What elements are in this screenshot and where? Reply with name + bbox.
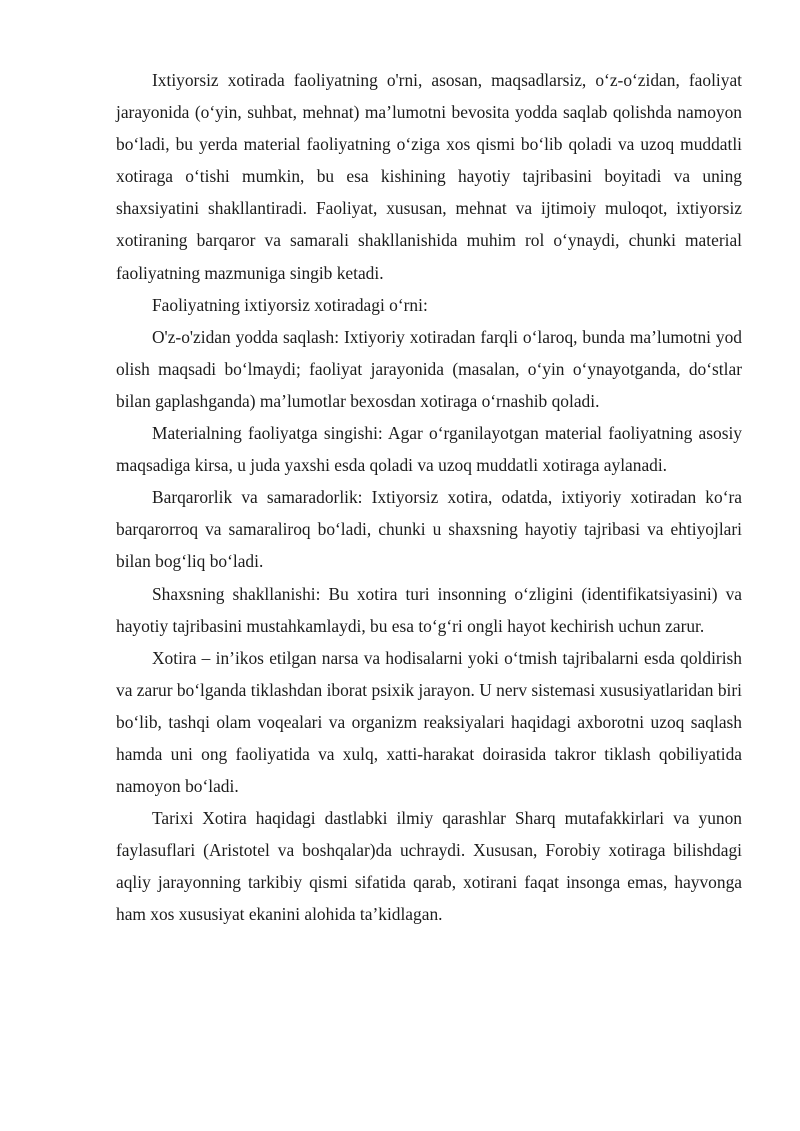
paragraph-ixtiyorsiz-xotira-faoliyat: Ixtiyorsiz xotirada faoliyatning o'rni, asosan, maqsadlarsiz, o‘z-o‘zidan, faoliyat jarayonida (o‘yin, suhbat, mehnat) ma’lumotni bevosita yodda saqlab qolishda namoyon bo‘ladi, bu yerda material faoliyatning o‘ziga xos qismi bo‘lib qoladi va uzoq muddatli xotiraga o‘tishi mumkin, bu esa kishining hayotiy tajribasini boyitadi va uning shaxsiyatini shakllantiradi. Faoliyat, xususan, mehnat va ijtimoiy muloqot, ixtiyorsiz xotiraning barqaror va samarali shakllanishida muhim rol o‘ynaydi, chunki material faoliyatning mazmuniga singib ketadi. xyxy=(116,70,742,283)
paragraph-barqarorlik: Barqarorlik va samaradorlik: Ixtiyorsiz xotira, odatda, ixtiyoriy xotiradan ko‘ra barqarorroq va samaraliroq bo‘ladi, chunki u shaxsning hayotiy tajribasi va ehtiyojlari bilan bog‘liq bo‘ladi. xyxy=(116,487,742,572)
document-page xyxy=(116,64,742,931)
paragraph-tarixi: Tarixi Xotira haqidagi dastlabki ilmiy qarashlar Sharq mutafakkirlari va yunon faylasuflari (Aristotel va boshqalar)da uchraydi. Xususan, Forobiy xotiraga bilishdagi aqliy jarayonning tarkibiy qismi sifatida qarab, xotirani faqat insonga emas, hayvonga ham xos xususiyat ekanini alohida ta’kidlagan. xyxy=(116,808,742,925)
paragraph-ozidan-yodda-saqlash: O'z-o'zidan yodda saqlash: Ixtiyoriy xotiradan farqli o‘laroq, bunda ma’lumotni yod olish maqsadi bo‘lmaydi; faoliyat jarayonida (masalan, o‘yin o‘ynayotganda, do‘stlar bilan gaplashganda) ma’lumotlar bexosdan xotiraga o‘rnashib qoladi. xyxy=(116,326,742,411)
paragraph-faoliyat-orni-heading: Faoliyatning ixtiyorsiz xotiradagi o‘rni: xyxy=(152,294,428,315)
paragraph-materialning-singishi: Materialning faoliyatga singishi: Agar o‘rganilayotgan material faoliyatning asosiy maqsadiga kirsa, u juda yaxshi esda qoladi va uzoq muddatli xotiraga aylanadi. xyxy=(116,423,742,476)
paragraph-xotira-tarifi: Xotira – in’ikos etilgan narsa va hodisalarni yoki o‘tmish tajribalarni esda qoldirish va zarur bo‘lganda tiklashdan iborat psixik jarayon. U nerv sistemasi xususiyatlaridan biri bo‘lib, tashqi olam voqealari va organizm reaksiyalari haqidagi axborotni uzoq saqlash hamda uni ong faoliyatida va xulq, xatti-harakat doirasida takror tiklash qobiliyatida namoyon bo‘ladi. xyxy=(116,647,742,797)
paragraph-shaxs-shakllanishi: Shaxsning shakllanishi: Bu xotira turi insonning o‘zligini (identifikatsiyasini) va hayotiy tajribasini mustahkamlaydi, bu esa to‘g‘ri ongli hayot kechirish uchun zarur. xyxy=(116,583,742,636)
